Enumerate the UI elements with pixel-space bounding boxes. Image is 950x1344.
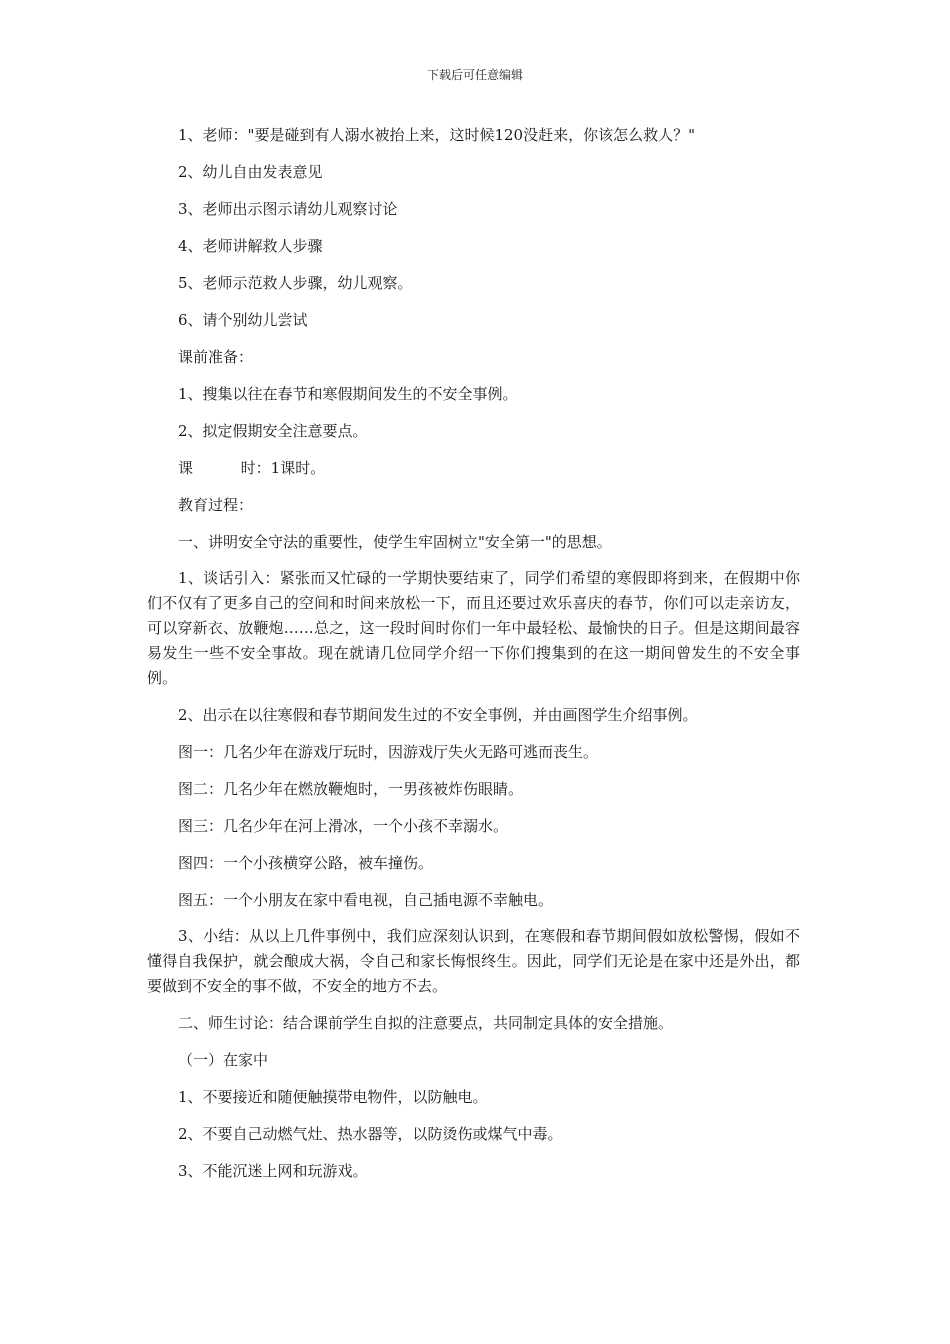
- paragraph: 图五：一个小朋友在家中看电视，自己插电源不幸触电。: [178, 891, 554, 909]
- paragraph: 图一：几名少年在游戏厅玩时，因游戏厅失火无路可逃而丧生。: [178, 743, 599, 761]
- paragraph: 3、小结：从以上几件事例中，我们应深刻认识到，在寒假和春节期间假如放松警惕，假如不懂得自我保护，就会酿成大祸，令自己和家长悔恨终生。因此，同学们无论是在家中还是外出，都要做到不安全的事不做，不安全的地方不去。: [147, 927, 800, 995]
- paragraph: 1、不要接近和随便触摸带电物件，以防触电。: [178, 1088, 488, 1106]
- paragraph: 2、拟定假期安全注意要点。: [178, 422, 368, 440]
- section-heading: 教育过程：: [178, 496, 254, 514]
- page-header: 下载后可任意编辑: [426, 68, 523, 82]
- paragraph: 3、老师出示图示请幼儿观察讨论: [178, 200, 398, 218]
- paragraph: 4、老师讲解救人步骤: [178, 237, 323, 255]
- paragraph: 图四：一个小孩横穿公路，被车撞伤。: [178, 854, 434, 872]
- document-body: [147, 122, 800, 1195]
- paragraph: 2、不要自己动燃气灶、热水器等，以防烫伤或煤气中毒。: [178, 1125, 563, 1143]
- paragraph: 1、老师："要是碰到有人溺水被抬上来，这时候120没赶来，你该怎么救人？": [178, 126, 695, 144]
- paragraph: 一、讲明安全守法的重要性，使学生牢固树立"安全第一"的思想。: [178, 533, 612, 551]
- paragraph: 2、出示在以往寒假和春节期间发生过的不安全事例，并由画图学生介绍事例。: [178, 706, 698, 724]
- paragraph: 3、不能沉迷上网和玩游戏。: [178, 1162, 368, 1180]
- paragraph: 课 时：1课时。: [178, 459, 326, 477]
- section-heading: 课前准备：: [178, 348, 254, 366]
- paragraph: 二、师生讨论：结合课前学生自拟的注意要点，共同制定具体的安全措施。: [178, 1014, 674, 1032]
- section-heading: （一）在家中: [178, 1051, 269, 1069]
- paragraph: 2、幼儿自由发表意见: [178, 163, 323, 181]
- paragraph: 1、搜集以往在春节和寒假期间发生的不安全事例。: [178, 385, 518, 403]
- paragraph: 图二：几名少年在燃放鞭炮时，一男孩被炸伤眼睛。: [178, 780, 524, 798]
- paragraph: 1、谈话引入：紧张而又忙碌的一学期快要结束了，同学们希望的寒假即将到来，在假期中你们不仅有了更多自己的空间和时间来放松一下，而且还要过欢乐喜庆的春节，你们可以走亲访友，可以穿新衣、放鞭炮……总之，这一段时间时你们一年中最轻松、最愉快的日子。但是这期间最容易发生一些不安全事故。现在就请几位同学介绍一下你们搜集到的在这一期间曾发生的不安全事例。: [147, 569, 800, 687]
- paragraph: 6、请个别幼儿尝试: [178, 311, 308, 329]
- paragraph: 5、老师示范救人步骤，幼儿观察。: [178, 274, 413, 292]
- paragraph: 图三：几名少年在河上滑冰，一个小孩不幸溺水。: [178, 817, 509, 835]
